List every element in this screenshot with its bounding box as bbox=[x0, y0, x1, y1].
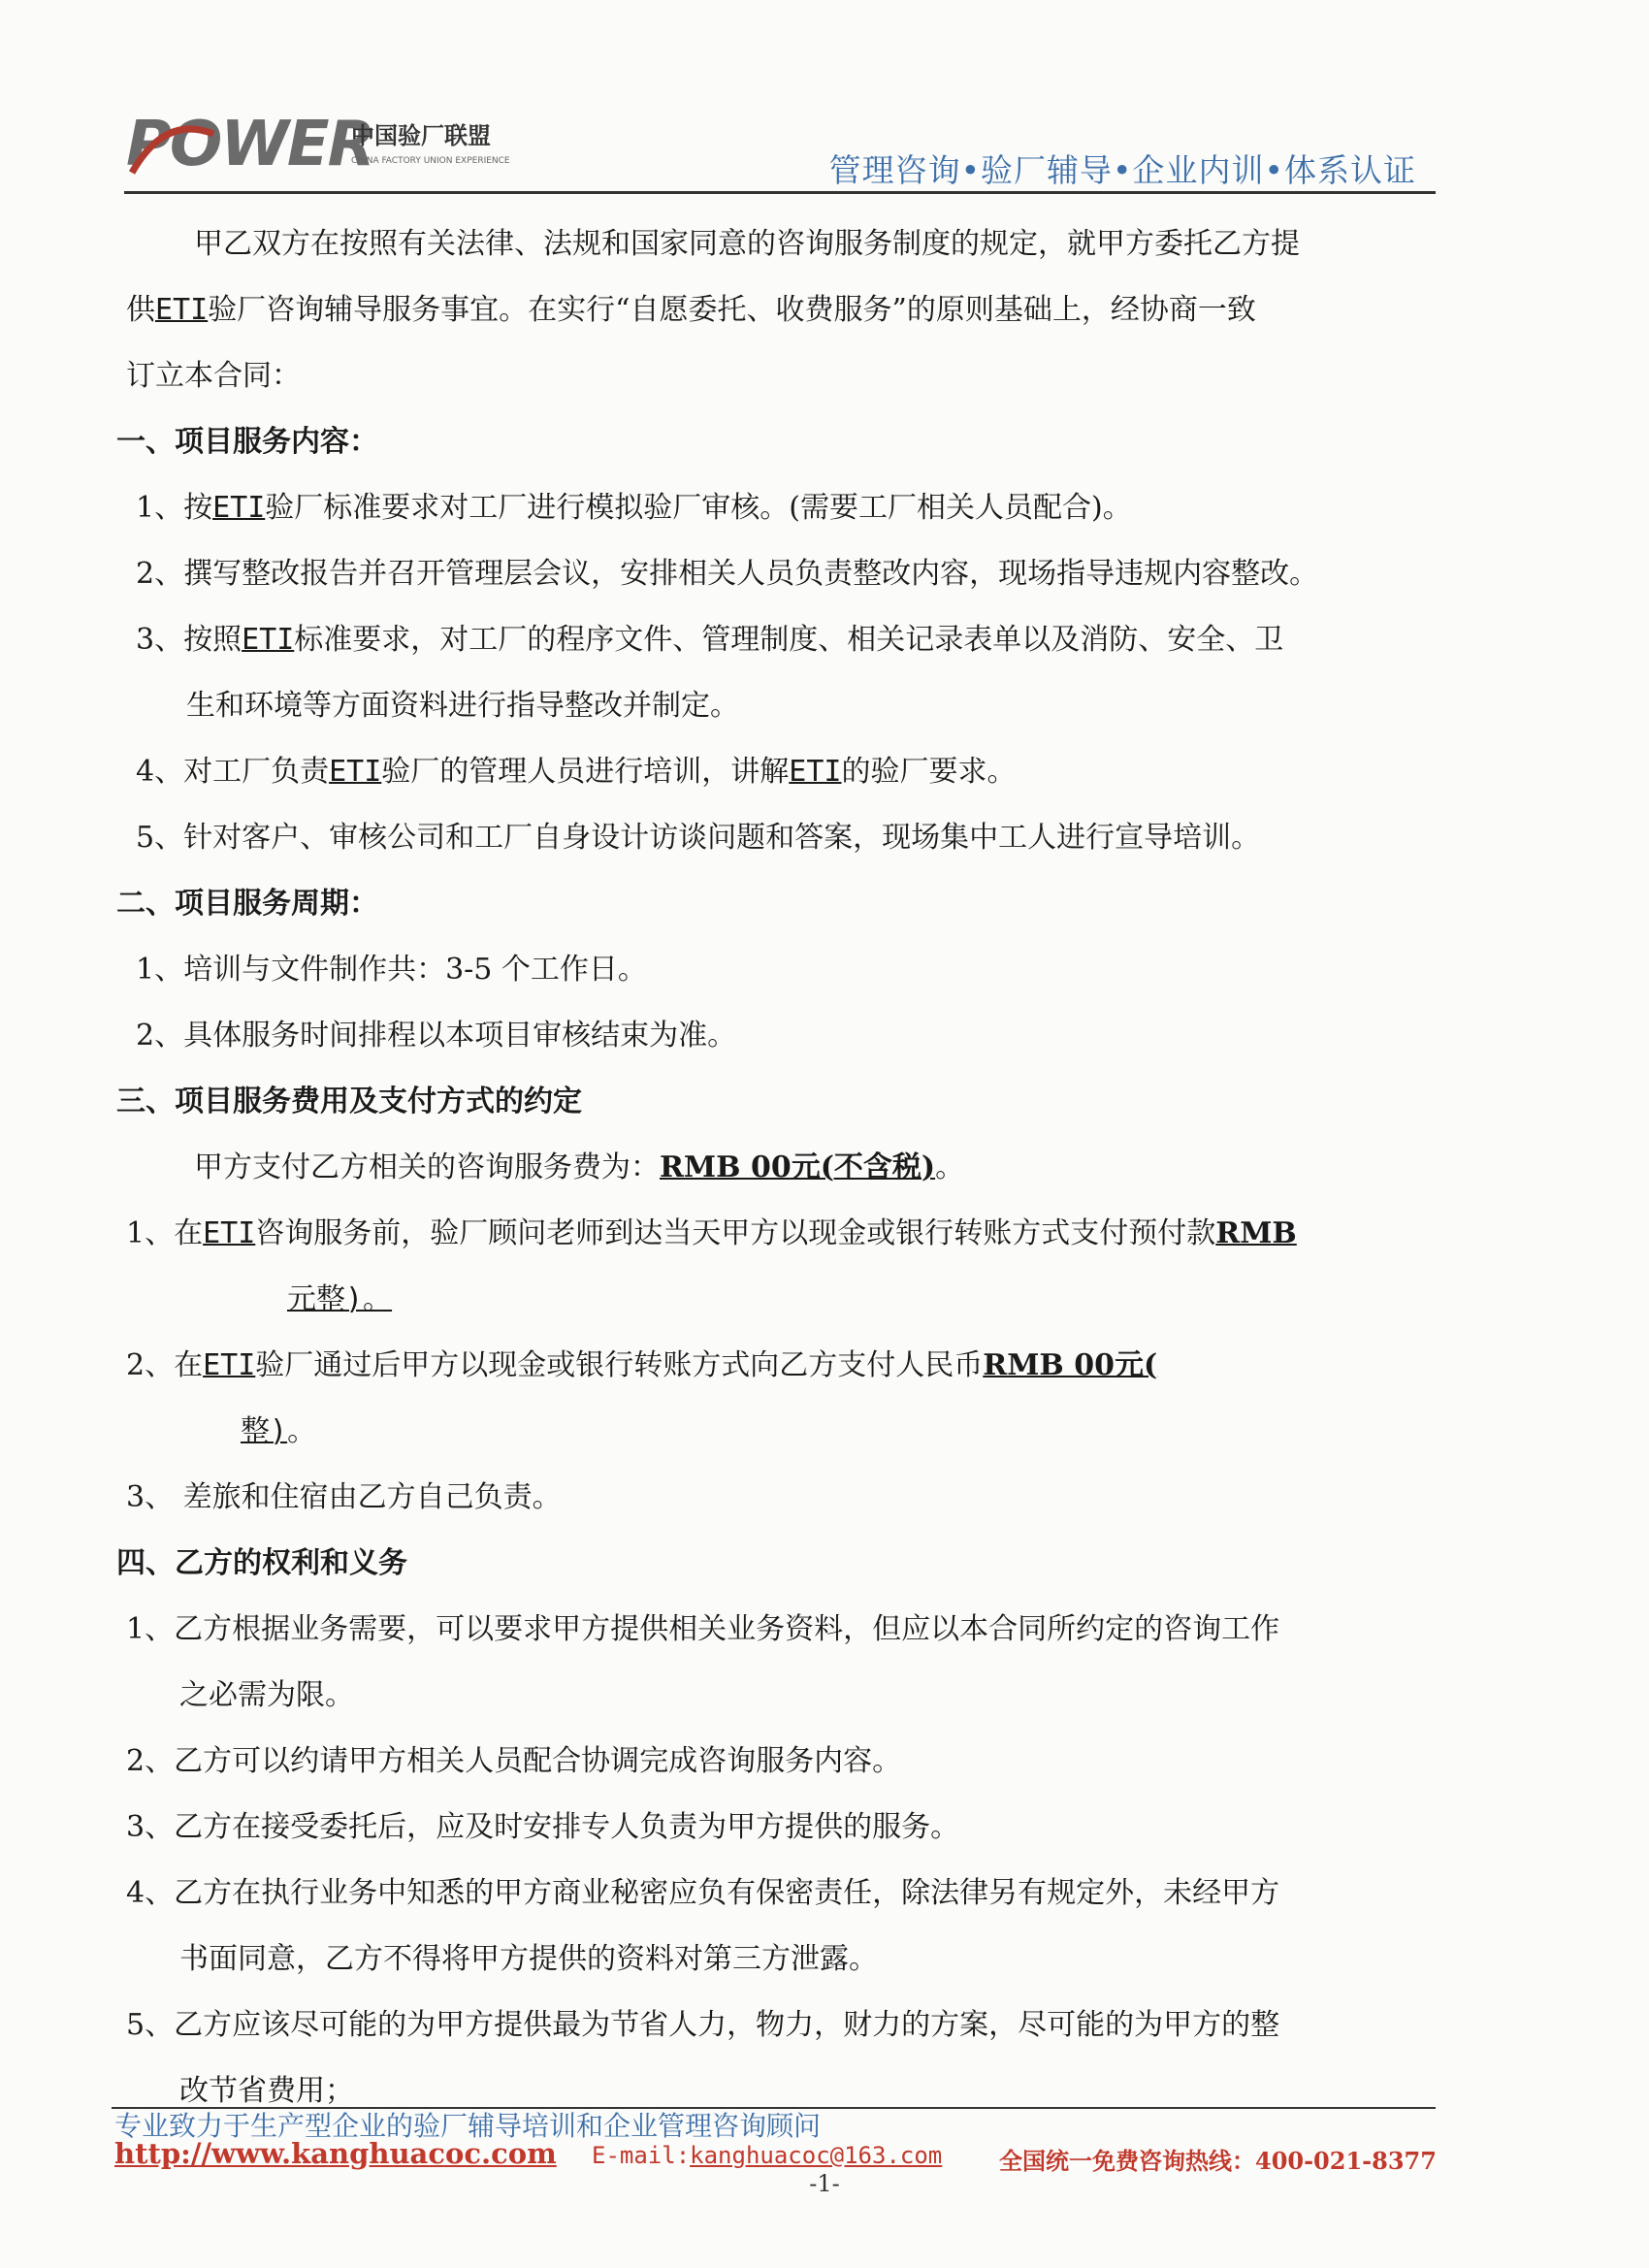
email-contact[interactable]: E-mail:kanghuacoc@163.com bbox=[592, 2142, 943, 2169]
logo-cn: 中国验厂联盟 bbox=[351, 122, 491, 149]
s1-item-3: 3、按照ETI标准要求，对工厂的程序文件、管理制度、相关记录表单以及消防、安全、卫 bbox=[136, 623, 1284, 657]
section-4-title: 四、乙方的权利和义务 bbox=[116, 1546, 407, 1580]
redacted-amount bbox=[194, 1288, 241, 1313]
header-divider bbox=[124, 191, 1436, 194]
hotline: 全国统一免费咨询热线：400-021-8377 bbox=[999, 2147, 1437, 2175]
s4-item-3: 3、乙方在接受委托后，应及时安排专人负责为甲方提供的服务。 bbox=[126, 1810, 960, 1844]
s3-item-2-cont: 整)。 bbox=[194, 1399, 316, 1465]
logo-wordmark: POWER bbox=[126, 109, 373, 180]
redacted-amount bbox=[194, 1420, 241, 1445]
s4-item-4: 4、乙方在执行业务中知悉的甲方商业秘密应负有保密责任，除法律另有规定外，未经甲方 bbox=[126, 1876, 1280, 1910]
intro-line-3: 订立本合同： bbox=[126, 359, 301, 393]
s3-item-1: 1、在ETI咨询服务前，验厂顾问老师到达当天甲方以现金或银行转账方式支付预付款RMB bbox=[126, 1216, 1297, 1250]
redacted-amount bbox=[241, 1288, 287, 1313]
s3-item-2: 2、在ETI验厂通过后甲方以现金或银行转账方式向乙方支付人民币RMB 00元( bbox=[126, 1348, 1158, 1382]
s3-fee-line: 甲方支付乙方相关的咨询服务费为：RMB 00元(不含税)。 bbox=[194, 1150, 965, 1184]
s4-item-4-cont: 书面同意，乙方不得将甲方提供的资料对第三方泄露。 bbox=[179, 1942, 878, 1976]
s3-item-3: 3、 差旅和住宿由乙方自己负责。 bbox=[126, 1480, 562, 1514]
s1-item-1: 1、按ETI验厂标准要求对工厂进行模拟验厂审核。(需要工厂相关人员配合)。 bbox=[136, 491, 1132, 525]
s3-item-1-cont: 元整)。 bbox=[194, 1267, 392, 1333]
s4-item-2: 2、乙方可以约请甲方相关人员配合协调完成咨询服务内容。 bbox=[126, 1744, 902, 1778]
s1-item-5: 5、针对客户、审核公司和工厂自身设计访谈问题和答案，现场集中工人进行宣导培训。 bbox=[136, 821, 1261, 855]
s1-item-4: 4、对工厂负责ETI验厂的管理人员进行培训，讲解ETI的验厂要求。 bbox=[136, 755, 1017, 789]
s1-item-2: 2、撰写整改报告并召开管理层会议，安排相关人员负责整改内容，现场指导违规内容整改。 bbox=[136, 557, 1319, 591]
s2-item-2: 2、具体服务时间排程以本项目审核结束为准。 bbox=[136, 1019, 737, 1053]
section-1-title: 一、项目服务内容： bbox=[116, 425, 378, 459]
section-3-title: 三、项目服务费用及支付方式的约定 bbox=[116, 1085, 582, 1118]
intro-line-1: 甲乙双方在按照有关法律、法规和国家同意的咨询服务制度的规定，就甲方委托乙方提 bbox=[194, 227, 1300, 261]
s4-item-1: 1、乙方根据业务需要，可以要求甲方提供相关业务资料，但应以本合同所约定的咨询工作 bbox=[126, 1612, 1280, 1646]
fee-amount: RMB 00元(不含税) bbox=[660, 1150, 936, 1184]
intro-line-2: 供ETI验厂咨询辅导服务事宜。在实行“自愿委托、收费服务”的原则基础上，经协商一致 bbox=[126, 293, 1256, 327]
logo-en: CHINA FACTORY UNION EXPERIENCE bbox=[351, 156, 510, 166]
page-number: -1- bbox=[809, 2170, 840, 2197]
s4-item-5: 5、乙方应该尽可能的为甲方提供最为节省人力，物力，财力的方案，尽可能的为甲方的整 bbox=[126, 2008, 1280, 2042]
footer-slogan: 专业致力于生产型企业的验厂辅导培训和企业管理咨询顾问 bbox=[114, 2110, 822, 2142]
s2-item-1: 1、培训与文件制作共：3-5 个工作日。 bbox=[136, 953, 647, 987]
header-slogan: 管理咨询•验厂辅导•企业内训•体系认证 bbox=[828, 151, 1416, 189]
s4-item-5-cont: 改节省费用； bbox=[179, 2074, 354, 2108]
power-logo bbox=[126, 105, 553, 182]
website-link[interactable]: http://www.kanghuacoc.com bbox=[114, 2137, 557, 2170]
s4-item-1-cont: 之必需为限。 bbox=[179, 1678, 354, 1712]
s1-item-3-cont: 生和环境等方面资料进行指导整改并制定。 bbox=[186, 689, 739, 723]
section-2-title: 二、项目服务周期： bbox=[116, 887, 378, 921]
